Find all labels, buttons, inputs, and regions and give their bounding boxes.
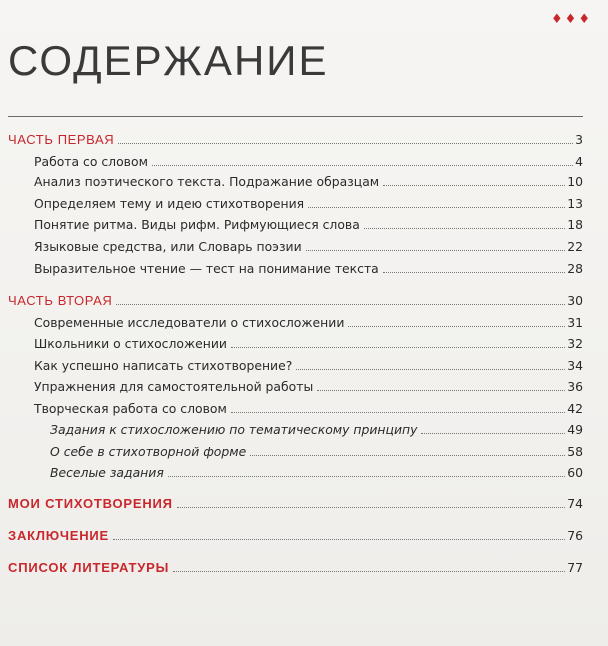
toc-entry-label: ЧАСТЬ ПЕРВАЯ xyxy=(8,132,115,147)
toc-item[interactable] xyxy=(8,174,583,189)
toc-entry-label: СПИСОК ЛИТЕРАТУРЫ xyxy=(8,560,170,575)
toc-entry-label: Задания к стихосложению по тематическому принципу xyxy=(50,422,418,437)
dot-leader xyxy=(296,369,565,370)
dot-leader xyxy=(421,433,565,434)
toc-entry-label: Понятие ритма. Виды рифм. Рифмующиеся слова xyxy=(34,217,360,232)
toc-section[interactable] xyxy=(8,560,583,575)
toc-entry-label: Современные исследователи о стихосложении xyxy=(34,315,345,330)
toc-page-number: 4 xyxy=(575,154,583,169)
toc-entry-label: Как успешно написать стихотворение? xyxy=(34,358,293,373)
toc-page-number: 77 xyxy=(567,560,583,575)
dot-leader xyxy=(173,571,565,572)
toc-section[interactable] xyxy=(8,496,583,511)
toc-entry-label: Определяем тему и идею стихотворения xyxy=(34,196,305,211)
toc-section[interactable] xyxy=(8,132,583,147)
toc-item[interactable] xyxy=(8,336,583,351)
toc-section[interactable] xyxy=(8,528,583,543)
toc-page-number: 31 xyxy=(567,315,583,330)
dot-leader xyxy=(231,412,565,413)
dot-leader xyxy=(383,272,565,273)
dot-leader xyxy=(116,304,565,305)
toc-page-number: 34 xyxy=(567,358,583,373)
toc-entry-label: О себе в стихотворной форме xyxy=(50,444,247,459)
toc-page-number: 13 xyxy=(567,196,583,211)
dot-leader xyxy=(308,207,565,208)
dot-leader xyxy=(383,185,565,186)
dot-leader xyxy=(306,250,566,251)
toc-page-number: 28 xyxy=(567,261,583,276)
toc-item[interactable] xyxy=(8,217,583,232)
toc-page-number: 58 xyxy=(567,444,583,459)
toc-entry-label: Языковые средства, или Словарь поэзии xyxy=(34,239,302,254)
dot-leader xyxy=(118,143,573,144)
dot-leader xyxy=(152,165,573,166)
toc-entry-label: Анализ поэтического текста. Подражание образцам xyxy=(34,174,380,189)
toc-item[interactable] xyxy=(8,239,583,254)
toc-page-number: 42 xyxy=(567,401,583,416)
toc-entry-label: Работа со словом xyxy=(34,154,148,169)
toc-page-number: 60 xyxy=(567,465,583,480)
toc-page-number: 30 xyxy=(567,293,583,308)
toc-item[interactable] xyxy=(8,154,583,169)
toc-entry-label: Школьники о стихосложении xyxy=(34,336,227,351)
toc-item[interactable] xyxy=(8,401,583,416)
title-divider xyxy=(8,116,583,117)
toc-subitem[interactable] xyxy=(8,422,583,437)
toc-item[interactable] xyxy=(8,315,583,330)
toc-page-number: 18 xyxy=(567,217,583,232)
toc-item[interactable] xyxy=(8,379,583,394)
toc-item[interactable] xyxy=(8,196,583,211)
toc-page-number: 76 xyxy=(567,528,583,543)
dot-leader xyxy=(113,539,565,540)
toc-subitem[interactable] xyxy=(8,465,583,480)
toc-entry-label: Выразительное чтение — тест на понимание текста xyxy=(34,261,379,276)
toc-entry-label: Веселые задания xyxy=(50,465,164,480)
toc-entry-label: Творческая работа со словом xyxy=(34,401,227,416)
dot-leader xyxy=(168,476,565,477)
toc-entry-label: Упражнения для самостоятельной работы xyxy=(34,379,314,394)
toc-subitem[interactable] xyxy=(8,444,583,459)
diamond-ornament-icon: ♦♦♦ xyxy=(551,12,592,27)
toc-page-number: 32 xyxy=(567,336,583,351)
toc-page-number: 74 xyxy=(567,496,583,511)
toc-page-number: 10 xyxy=(567,174,583,189)
toc-item[interactable] xyxy=(8,261,583,276)
toc-entry-label: ЧАСТЬ ВТОРАЯ xyxy=(8,293,113,308)
dot-leader xyxy=(177,507,565,508)
dot-leader xyxy=(250,455,565,456)
page-title: СОДЕРЖАНИЕ xyxy=(8,37,329,84)
toc-section[interactable] xyxy=(8,293,583,308)
dot-leader xyxy=(317,390,565,391)
toc-page-number: 22 xyxy=(567,239,583,254)
toc-page-number: 36 xyxy=(567,379,583,394)
toc-entry-label: ЗАКЛЮЧЕНИЕ xyxy=(8,528,110,543)
dot-leader xyxy=(348,326,565,327)
dot-leader xyxy=(231,347,565,348)
toc-item[interactable] xyxy=(8,358,583,373)
toc-entry-label: МОИ СТИХОТВОРЕНИЯ xyxy=(8,496,173,511)
toc-page-number: 3 xyxy=(575,132,583,147)
dot-leader xyxy=(364,228,565,229)
toc-page-number: 49 xyxy=(567,422,583,437)
